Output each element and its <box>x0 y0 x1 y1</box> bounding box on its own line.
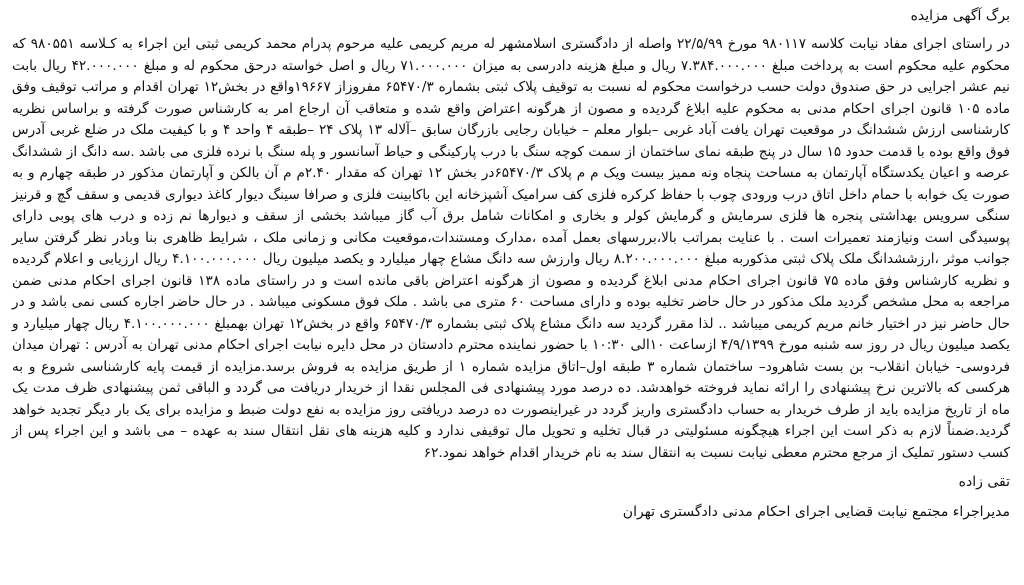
notice-title: برگ آگهی مزایده <box>910 8 1010 24</box>
signer-name: تقی زاده <box>958 474 1010 490</box>
signer-title: مدیراجراء مجتمع نیابت قضایی اجرای احکام مدنی دادگستری تهران <box>622 504 1010 520</box>
notice-body: در راستای اجرای مفاد نیابت کلاسه ۹۸۰۱۱۷ مورخ ۲۲/۵/۹۹ واصله از دادگستری اسلامشهر له مریم کریمی علیه مرحوم پدرام محمد کریمی ثبتی این اجراء به کـلاسه ۹۸۰۵۵۱ که محکوم علیه محکوم است به پرداخت مبلغ ۷.۳۸۴.۰۰۰.۰۰۰ ریال و مبلغ هزینه دادرسی به میزان ۷۱.۰۰۰.۰۰۰ ریال و اصل خواسته درحق محکوم له و مبلغ ۴۲.۰۰۰.۰۰۰ ریال بابت نیم عشر اجرایی در حق صندوق دولت حسب درخواست محکوم له نسبت به توقیف پلاک ثبتی بشماره ۶۵۴۷۰/۳ مفروزاز ۱۹۶۶۷واقع در بخش۱۲ تهران اقدام و مراتب توقیف وفق ماده ۱۰۵ قانون اجرای احکام مدنی به محکوم علیه ابلاغ گردیده و مصون از هرگونه اعتراض واقع شده و متعاقب آن ارجاع امر به کارشناس صورت گرفته و براساس نظریه کارشناسی ارزش ششدانگ در موقعیت تهران یافت آباد غربی –بلوار معلم – خیابان رجایی بازرگان سابق –آلاله ۱۳ پلاک ۲۴ –طبقه ۴ واحد ۴ و با کیفیت ملک در ضلع غربی آدرس فوق واقع بوده با قدمت حدود ۱۵ سال در پنج طبقه نمای ساختمان از سمت کوچه سنگ با درب پارکینگی و حیاط آسانسور و پله سنگ با نرده فلزی می باشد .سه دانگ از ششدانگ عرصه و اعیان یکدستگاه آپارتمان به مساحت پنجاه ونه ممیز بیست ویک م م پلاک ۶۵۴۷۰/۳در بخش ۱۲ تهران که مقدار ۲.۴۰م م آن بالکن و آپارتمان مذکور در طبقه چهارم و به صورت یک خوابه با حمام داخل اتاق درب ورودی چوب با حفاظ کرکره فلزی کف سرامیک آشپزخانه این باکابینت فلزی و صرافا سینگ دیوار کاغذ دیواری قدیمی و سقف گچ و قرنیز سنگی سرویس بهداشتی پنجره ها فلزی سرمایش و گرمایش کولر و بخاری و امکانات شامل برق آب گاز میباشد بخشی از سقف و دیوارها نم زده و درب های پوبی دارای پوسیدگی است ونیازمند تعمیرات است . با عنایت بمراتب بالا،بررسهای بعمل آمده ،مدارک ومستندات،موقعیت مکانی و زمانی ملک ، شرایط ظاهری بنا وبادر نظر گرفتن سایر جوانب موثر ،ارزششدانگ ملک پلاک ثبتی مذکوربه مبلغ ۸.۲۰۰.۰۰۰.۰۰۰ ریال وارزش سه دانگ مشاع چهار میلیارد و یکصد میلیون ریال ۴.۱۰۰.۰۰۰.۰۰۰ ریال ارزیابی و اعلام گردیده و نظریه کارشناس وفق ماده ۷۵ قانون اجرای احکام مدنی ابلاغ گردیده و مصون از هرگونه اعتراض باقی مانده است و در راستای ماده ۱۳۸ قانون اجرای احکام مدنی ضمن مراجعه به محل مشخص گردید ملک مذکور در حال حاضر تخلیه بوده و دارای مساحت ۶۰ متری می باشد . ملک فوق مسکونی میباشد . در حال حاضر اجاره کسی نمی باشد و در حال حاضر نیز در اختیار خانم مریم کریمی میباشد .. لذا مقرر گردید سه دانگ مشاع پلاک ثبتی بشماره ۶۵۴۷۰/۳ واقع در بخش۱۲ تهران بهمبلغ ۴.۱۰۰.۰۰۰.۰۰۰ ریال چهار میلیارد و یکصد میلیون ریال در روز سه شنبه مورخ ۴/۹/۱۳۹۹ ازساعت ۱۰الی ۱۰:۳۰ با حضور نماینده محترم دادستان در محل دایره نیابت اجرای احکام مدنی تهران به آدرس : تهران میدان فردوسی- خیابان انقلاب- بن بست شاهرود– ساختمان شماره ۳ طبقه اول–اتاق مزایده شماره ۱ از طریق مزایده به فروش برسد.مزایده از قیمت پایه کارشناسی شروع و به هرکسی که بالاترین نرخ پیشنهادی را ارائه نماید فروخته خواهدشد. ده درصد مورد پیشنهادی فی المجلس نقدا از خریدار دریافت می گردد و الباقی ثمن پیشنهادی ظرف مدت یک ماه از تاریخ مزایده باید از طرف خریدار به حساب دادگستری واریز گردد در غیراینصورت ده درصد دریافتی روز مزایده به نفع دولت ضبط و مزایده برای یک بار دیگر تجدید خواهد گردید.ضمناً لازم به ذکر است این اجراء هیچگونه مسئولیتی در قبال تخلیه و تحویل مال توقیفی ندارد و کلیه هزینه های نقل انتقال سند به عهده – می باشد و این اجراء پس از کسب دستور تملیک از مرجع محترم معطی نیابت نسبت به انتقال سند به نام خریدار اقدام خواهد نمود.۶۲ <box>12 36 1011 461</box>
